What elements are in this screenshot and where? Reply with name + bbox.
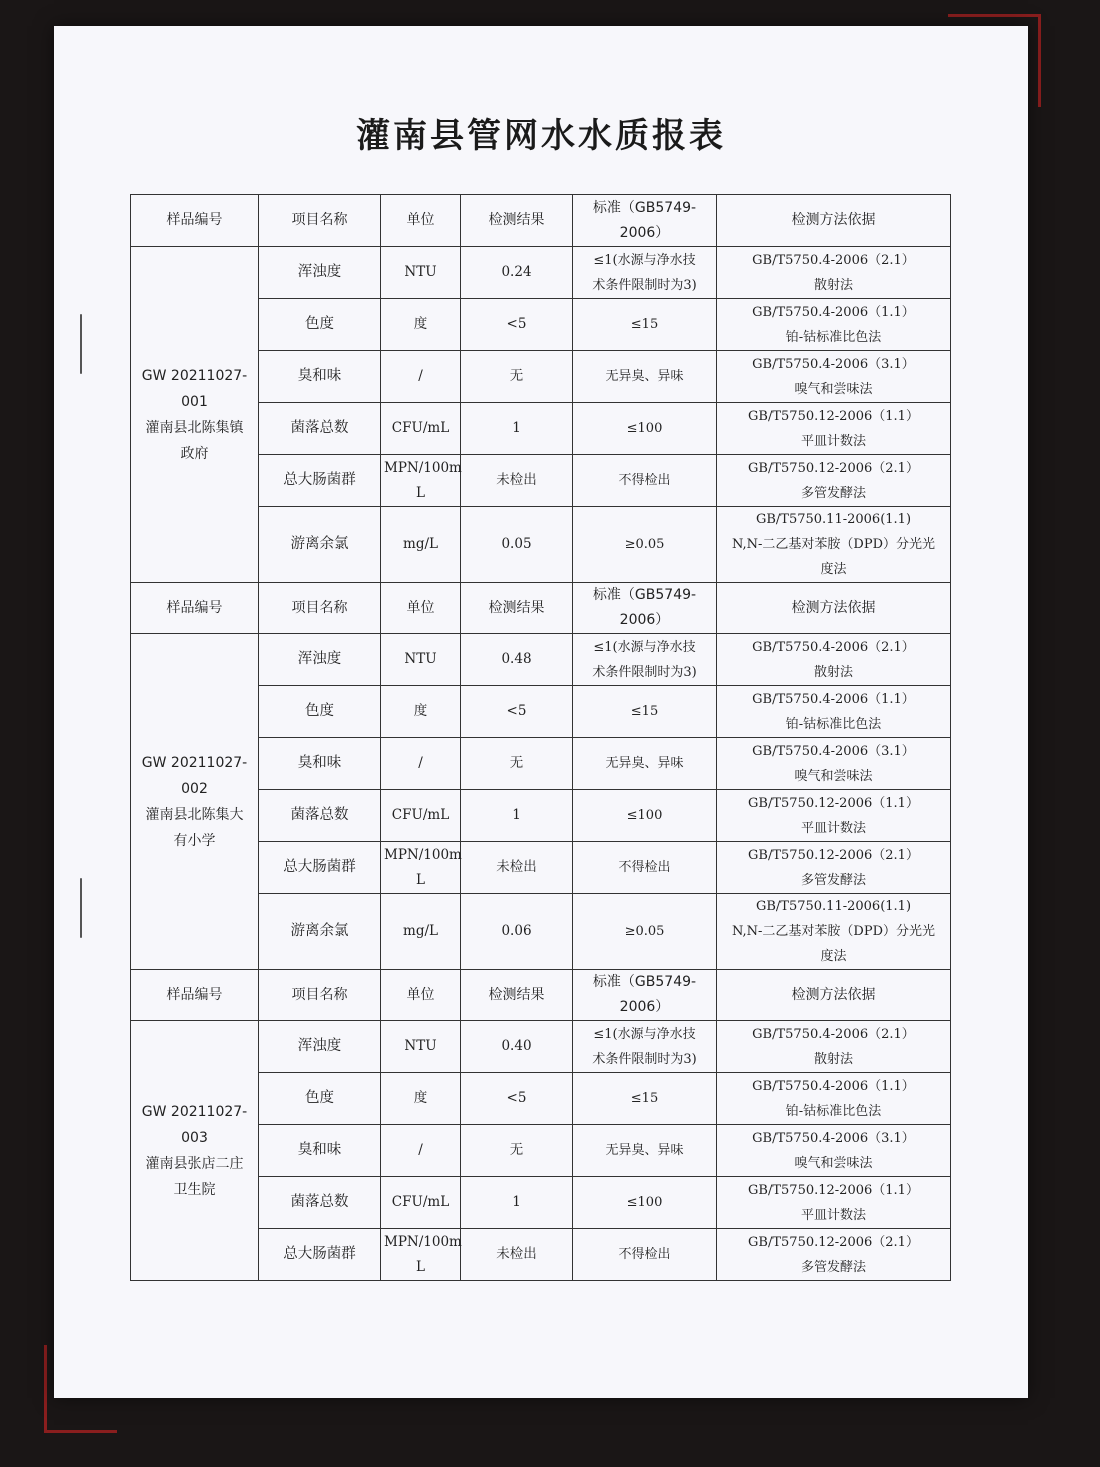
header-item-text: 项目名称 bbox=[291, 212, 348, 228]
standard-cell-text: ≤15 bbox=[630, 1091, 659, 1106]
result-cell-text: 未检出 bbox=[496, 859, 537, 875]
method-cell-text: 铂-钴标准比色法 bbox=[785, 716, 882, 732]
method-cell-text: GB/T5750.4-2006（2.1） bbox=[752, 252, 915, 268]
method-cell-text: 多管发酵法 bbox=[800, 872, 866, 888]
item-name-cell-text: 臭和味 bbox=[297, 755, 342, 771]
item-name-cell bbox=[259, 1229, 381, 1281]
method-cell-text: 度法 bbox=[820, 562, 847, 577]
method-cell bbox=[717, 507, 951, 583]
unit-cell-text: CFU/mL bbox=[391, 807, 450, 823]
unit-cell-text: L bbox=[416, 1258, 425, 1275]
unit-cell bbox=[381, 894, 461, 970]
header-sample-no-text: 样品编号 bbox=[166, 599, 223, 616]
method-cell-text: GB/T5750.4-2006（1.1） bbox=[752, 691, 915, 707]
unit-cell-text: mg/L bbox=[403, 923, 438, 939]
standard-cell bbox=[573, 299, 717, 351]
standard-cell-text: ≤1(水源与净水技 bbox=[593, 1026, 696, 1042]
item-name-cell-text: 色度 bbox=[305, 703, 334, 719]
result-cell-text: 0.24 bbox=[501, 264, 532, 280]
method-cell-text: GB/T5750.12-2006（1.1） bbox=[748, 1182, 919, 1198]
standard-cell-text: 无异臭、异味 bbox=[605, 756, 684, 771]
report-paper bbox=[54, 26, 1028, 1398]
method-cell-text: GB/T5750.12-2006（2.1） bbox=[748, 1234, 919, 1250]
unit-cell-text: / bbox=[418, 755, 423, 771]
unit-cell-text: CFU/mL bbox=[391, 420, 450, 436]
item-name-cell-text: 浑浊度 bbox=[297, 651, 342, 667]
item-name-cell-text: 总大肠菌群 bbox=[283, 472, 356, 488]
standard-cell-text: 无异臭、异味 bbox=[605, 1143, 684, 1158]
standard-cell-text: 术条件限制时为3) bbox=[592, 664, 697, 680]
result-cell bbox=[461, 247, 573, 299]
header-item-text: 项目名称 bbox=[291, 986, 348, 1003]
standard-cell bbox=[573, 894, 717, 970]
standard-cell bbox=[573, 507, 717, 583]
unit-cell-text: 度 bbox=[413, 1090, 428, 1106]
standard-cell bbox=[573, 455, 717, 507]
item-name-cell-text: 色度 bbox=[305, 316, 334, 332]
standard-cell-text: 不得检出 bbox=[618, 473, 671, 488]
standard-cell bbox=[573, 1073, 717, 1125]
header-standard bbox=[573, 970, 717, 1021]
result-cell bbox=[461, 1177, 573, 1229]
result-cell bbox=[461, 894, 573, 970]
standard-cell-text: ≤1(水源与净水技 bbox=[593, 639, 696, 655]
standard-cell bbox=[573, 1125, 717, 1177]
method-cell-text: GB/T5750.4-2006（3.1） bbox=[752, 743, 915, 759]
item-name-cell bbox=[259, 403, 381, 455]
method-cell bbox=[717, 1229, 951, 1281]
standard-cell-text: ≥0.05 bbox=[624, 537, 665, 552]
method-cell bbox=[717, 403, 951, 455]
header-standard bbox=[573, 583, 717, 634]
result-cell bbox=[461, 299, 573, 351]
result-cell-text: 0.05 bbox=[501, 536, 532, 552]
header-method bbox=[717, 583, 951, 634]
header-standard-text: 标准（GB5749-2006） bbox=[592, 199, 697, 241]
standard-cell bbox=[573, 403, 717, 455]
sample-id-cell-text: 有小学 bbox=[173, 832, 216, 849]
method-cell-text: N,N-二乙基对苯胺（DPD）分光光 bbox=[731, 924, 936, 939]
method-cell bbox=[717, 842, 951, 894]
header-method-text: 检测方法依据 bbox=[791, 599, 876, 616]
standard-cell bbox=[573, 1177, 717, 1229]
item-name-cell-text: 菌落总数 bbox=[290, 1194, 349, 1210]
method-cell-text: GB/T5750.11-2006(1.1) bbox=[755, 899, 912, 914]
standard-cell-text: ≤100 bbox=[626, 808, 663, 823]
table-row bbox=[131, 634, 951, 686]
header-unit-text: 单位 bbox=[406, 599, 435, 616]
header-row bbox=[131, 583, 951, 634]
standard-cell bbox=[573, 1021, 717, 1073]
report-title: 灌南县管网水水质报表 bbox=[356, 116, 726, 156]
sample-id-cell-text: 灌南县北陈集大 bbox=[145, 806, 244, 823]
sample-id-cell bbox=[131, 634, 259, 970]
unit-cell bbox=[381, 790, 461, 842]
item-name-cell bbox=[259, 738, 381, 790]
header-item bbox=[259, 583, 381, 634]
header-sample-no bbox=[131, 583, 259, 634]
item-name-cell bbox=[259, 1021, 381, 1073]
header-result bbox=[461, 970, 573, 1021]
result-cell bbox=[461, 403, 573, 455]
standard-cell bbox=[573, 634, 717, 686]
item-name-cell-text: 浑浊度 bbox=[297, 1038, 342, 1054]
header-sample-no bbox=[131, 970, 259, 1021]
unit-cell bbox=[381, 634, 461, 686]
unit-cell-text: NTU bbox=[404, 1038, 437, 1054]
header-item bbox=[259, 970, 381, 1021]
unit-cell-text: MPN/100m bbox=[384, 459, 462, 476]
result-cell-text: <5 bbox=[506, 703, 527, 719]
item-name-cell-text: 总大肠菌群 bbox=[283, 1246, 356, 1262]
method-cell bbox=[717, 1177, 951, 1229]
sample-id-cell-text: 政府 bbox=[180, 445, 209, 462]
header-unit bbox=[381, 970, 461, 1021]
sample-id-cell-text: GW 20211027-003 bbox=[141, 1103, 248, 1146]
result-cell-text: <5 bbox=[506, 1090, 527, 1106]
item-name-cell bbox=[259, 842, 381, 894]
sample-id-cell-text: GW 20211027-002 bbox=[141, 754, 248, 797]
unit-cell bbox=[381, 1021, 461, 1073]
unit-cell-text: L bbox=[416, 484, 425, 501]
method-cell-text: 度法 bbox=[820, 949, 847, 964]
standard-cell-text: ≤100 bbox=[626, 1195, 663, 1210]
method-cell bbox=[717, 1073, 951, 1125]
standard-cell bbox=[573, 247, 717, 299]
header-result bbox=[461, 583, 573, 634]
sample-id-cell bbox=[131, 247, 259, 583]
unit-cell bbox=[381, 247, 461, 299]
method-cell bbox=[717, 455, 951, 507]
item-name-cell bbox=[259, 634, 381, 686]
unit-cell bbox=[381, 1073, 461, 1125]
unit-cell bbox=[381, 686, 461, 738]
unit-cell-text: 度 bbox=[413, 316, 428, 332]
unit-cell-text: mg/L bbox=[403, 536, 438, 552]
method-cell-text: 嗅气和尝味法 bbox=[794, 768, 873, 784]
standard-cell-text: ≤15 bbox=[630, 704, 659, 719]
method-cell bbox=[717, 351, 951, 403]
item-name-cell bbox=[259, 686, 381, 738]
header-sample-no-text: 样品编号 bbox=[166, 212, 223, 228]
header-unit bbox=[381, 583, 461, 634]
item-name-cell-text: 臭和味 bbox=[297, 1142, 342, 1158]
method-cell-text: 嗅气和尝味法 bbox=[794, 1155, 873, 1171]
result-cell-text: 1 bbox=[512, 807, 521, 823]
header-result-text: 检测结果 bbox=[488, 986, 545, 1003]
item-name-cell-text: 菌落总数 bbox=[290, 420, 349, 436]
unit-cell bbox=[381, 1125, 461, 1177]
header-unit bbox=[381, 195, 461, 247]
method-cell bbox=[717, 634, 951, 686]
unit-cell bbox=[381, 1177, 461, 1229]
standard-cell bbox=[573, 351, 717, 403]
standard-cell-text: ≤1(水源与净水技 bbox=[593, 252, 696, 268]
sample-id-cell bbox=[131, 1021, 259, 1281]
method-cell-text: 多管发酵法 bbox=[800, 485, 866, 501]
unit-cell-text: MPN/100m bbox=[384, 1233, 462, 1250]
unit-cell bbox=[381, 1229, 461, 1281]
standard-cell bbox=[573, 842, 717, 894]
standard-cell-text: ≥0.05 bbox=[624, 924, 665, 939]
result-cell-text: 无 bbox=[509, 755, 524, 771]
header-standard-text: 标准（GB5749-2006） bbox=[592, 974, 697, 1015]
unit-cell-text: L bbox=[416, 871, 425, 888]
method-cell bbox=[717, 1021, 951, 1073]
method-cell-text: GB/T5750.4-2006（1.1） bbox=[752, 1078, 915, 1094]
item-name-cell bbox=[259, 790, 381, 842]
method-cell-text: 散射法 bbox=[813, 664, 853, 680]
item-name-cell bbox=[259, 299, 381, 351]
method-cell bbox=[717, 738, 951, 790]
method-cell-text: GB/T5750.4-2006（3.1） bbox=[752, 356, 915, 372]
table-row bbox=[131, 1021, 951, 1073]
staple-top bbox=[80, 314, 82, 374]
unit-cell bbox=[381, 842, 461, 894]
standard-cell-text: 无异臭、异味 bbox=[605, 369, 684, 384]
method-cell bbox=[717, 299, 951, 351]
method-cell-text: GB/T5750.4-2006（3.1） bbox=[752, 1130, 915, 1146]
method-cell-text: GB/T5750.4-2006（1.1） bbox=[752, 304, 915, 320]
method-cell-text: 多管发酵法 bbox=[800, 1259, 866, 1275]
standard-cell-text: 不得检出 bbox=[618, 860, 671, 875]
result-cell-text: 未检出 bbox=[496, 472, 537, 488]
item-name-cell bbox=[259, 455, 381, 507]
header-sample-no-text: 样品编号 bbox=[166, 986, 223, 1003]
method-cell-text: 散射法 bbox=[813, 1051, 853, 1067]
item-name-cell bbox=[259, 1073, 381, 1125]
method-cell-text: 嗅气和尝味法 bbox=[794, 381, 873, 397]
standard-cell bbox=[573, 686, 717, 738]
standard-cell-text: 不得检出 bbox=[618, 1247, 671, 1262]
item-name-cell bbox=[259, 894, 381, 970]
table-row bbox=[131, 247, 951, 299]
method-cell-text: N,N-二乙基对苯胺（DPD）分光光 bbox=[731, 537, 936, 552]
result-cell bbox=[461, 1229, 573, 1281]
standard-cell-text: 术条件限制时为3) bbox=[592, 1051, 697, 1067]
header-sample-no bbox=[131, 195, 259, 247]
item-name-cell-text: 浑浊度 bbox=[297, 264, 342, 280]
result-cell-text: <5 bbox=[506, 316, 527, 332]
standard-cell-text: ≤15 bbox=[630, 317, 659, 332]
item-name-cell bbox=[259, 507, 381, 583]
method-cell bbox=[717, 894, 951, 970]
header-item-text: 项目名称 bbox=[291, 599, 348, 616]
header-unit-text: 单位 bbox=[406, 212, 435, 228]
item-name-cell-text: 菌落总数 bbox=[290, 807, 349, 823]
result-cell bbox=[461, 686, 573, 738]
header-item bbox=[259, 195, 381, 247]
result-cell-text: 0.48 bbox=[501, 651, 532, 667]
unit-cell-text: / bbox=[418, 368, 423, 384]
item-name-cell bbox=[259, 247, 381, 299]
header-result-text: 检测结果 bbox=[488, 212, 545, 228]
standard-cell bbox=[573, 738, 717, 790]
header-result bbox=[461, 195, 573, 247]
result-cell bbox=[461, 634, 573, 686]
result-cell bbox=[461, 842, 573, 894]
header-method bbox=[717, 195, 951, 247]
item-name-cell bbox=[259, 351, 381, 403]
unit-cell-text: NTU bbox=[404, 264, 437, 280]
result-cell bbox=[461, 1021, 573, 1073]
result-cell-text: 无 bbox=[509, 1142, 524, 1158]
method-cell-text: 平皿计数法 bbox=[800, 433, 866, 449]
sample-id-cell-text: 灌南县张店二庄 bbox=[145, 1155, 244, 1172]
unit-cell-text: CFU/mL bbox=[391, 1194, 450, 1210]
unit-cell-text: / bbox=[418, 1142, 423, 1158]
method-cell bbox=[717, 247, 951, 299]
unit-cell-text: NTU bbox=[404, 651, 437, 667]
header-row bbox=[131, 195, 951, 247]
result-cell bbox=[461, 455, 573, 507]
header-method-text: 检测方法依据 bbox=[791, 212, 876, 228]
method-cell-text: 铂-钴标准比色法 bbox=[785, 329, 882, 345]
result-cell bbox=[461, 351, 573, 403]
unit-cell bbox=[381, 507, 461, 583]
method-cell-text: 铂-钴标准比色法 bbox=[785, 1103, 882, 1119]
standard-cell-text: 术条件限制时为3) bbox=[592, 277, 697, 293]
standard-cell bbox=[573, 790, 717, 842]
item-name-cell-text: 游离余氯 bbox=[290, 923, 349, 939]
result-cell-text: 0.40 bbox=[501, 1038, 532, 1054]
item-name-cell-text: 臭和味 bbox=[297, 368, 342, 384]
sample-id-cell-text: 灌南县北陈集镇 bbox=[145, 419, 244, 436]
unit-cell bbox=[381, 403, 461, 455]
unit-cell bbox=[381, 738, 461, 790]
method-cell-text: 平皿计数法 bbox=[800, 1207, 866, 1223]
method-cell-text: GB/T5750.12-2006（2.1） bbox=[748, 847, 919, 863]
method-cell-text: 平皿计数法 bbox=[800, 820, 866, 836]
header-unit-text: 单位 bbox=[406, 986, 435, 1003]
result-cell bbox=[461, 507, 573, 583]
item-name-cell-text: 游离余氯 bbox=[290, 536, 349, 552]
header-standard-text: 标准（GB5749-2006） bbox=[592, 587, 697, 628]
method-cell bbox=[717, 686, 951, 738]
result-cell bbox=[461, 1073, 573, 1125]
standard-cell-text: ≤100 bbox=[626, 421, 663, 436]
header-row bbox=[131, 970, 951, 1021]
result-cell-text: 无 bbox=[509, 368, 524, 384]
standard-cell bbox=[573, 1229, 717, 1281]
result-cell bbox=[461, 1125, 573, 1177]
result-cell bbox=[461, 738, 573, 790]
item-name-cell-text: 总大肠菌群 bbox=[283, 859, 356, 875]
unit-cell bbox=[381, 299, 461, 351]
method-cell-text: GB/T5750.12-2006（1.1） bbox=[748, 795, 919, 811]
method-cell-text: GB/T5750.4-2006（2.1） bbox=[752, 639, 915, 655]
header-method-text: 检测方法依据 bbox=[791, 986, 876, 1003]
method-cell bbox=[717, 790, 951, 842]
sample-id-cell-text: GW 20211027-001 bbox=[141, 367, 248, 410]
water-quality-table bbox=[130, 194, 951, 1281]
method-cell-text: GB/T5750.4-2006（2.1） bbox=[752, 1026, 915, 1042]
method-cell-text: 散射法 bbox=[813, 277, 853, 293]
result-cell-text: 0.06 bbox=[501, 923, 532, 939]
item-name-cell bbox=[259, 1177, 381, 1229]
method-cell-text: GB/T5750.12-2006（2.1） bbox=[748, 460, 919, 476]
header-result-text: 检测结果 bbox=[488, 599, 545, 616]
result-cell-text: 1 bbox=[512, 420, 521, 436]
unit-cell-text: 度 bbox=[413, 703, 428, 719]
staple-bottom bbox=[80, 878, 82, 938]
header-standard bbox=[573, 195, 717, 247]
method-cell-text: GB/T5750.11-2006(1.1) bbox=[755, 512, 912, 527]
method-cell-text: GB/T5750.12-2006（1.1） bbox=[748, 408, 919, 424]
header-method bbox=[717, 970, 951, 1021]
sample-id-cell-text: 卫生院 bbox=[173, 1181, 216, 1198]
item-name-cell bbox=[259, 1125, 381, 1177]
result-cell-text: 1 bbox=[512, 1194, 521, 1210]
unit-cell bbox=[381, 455, 461, 507]
method-cell bbox=[717, 1125, 951, 1177]
result-cell bbox=[461, 790, 573, 842]
unit-cell-text: MPN/100m bbox=[384, 846, 462, 863]
unit-cell bbox=[381, 351, 461, 403]
item-name-cell-text: 色度 bbox=[305, 1090, 334, 1106]
result-cell-text: 未检出 bbox=[496, 1246, 537, 1262]
